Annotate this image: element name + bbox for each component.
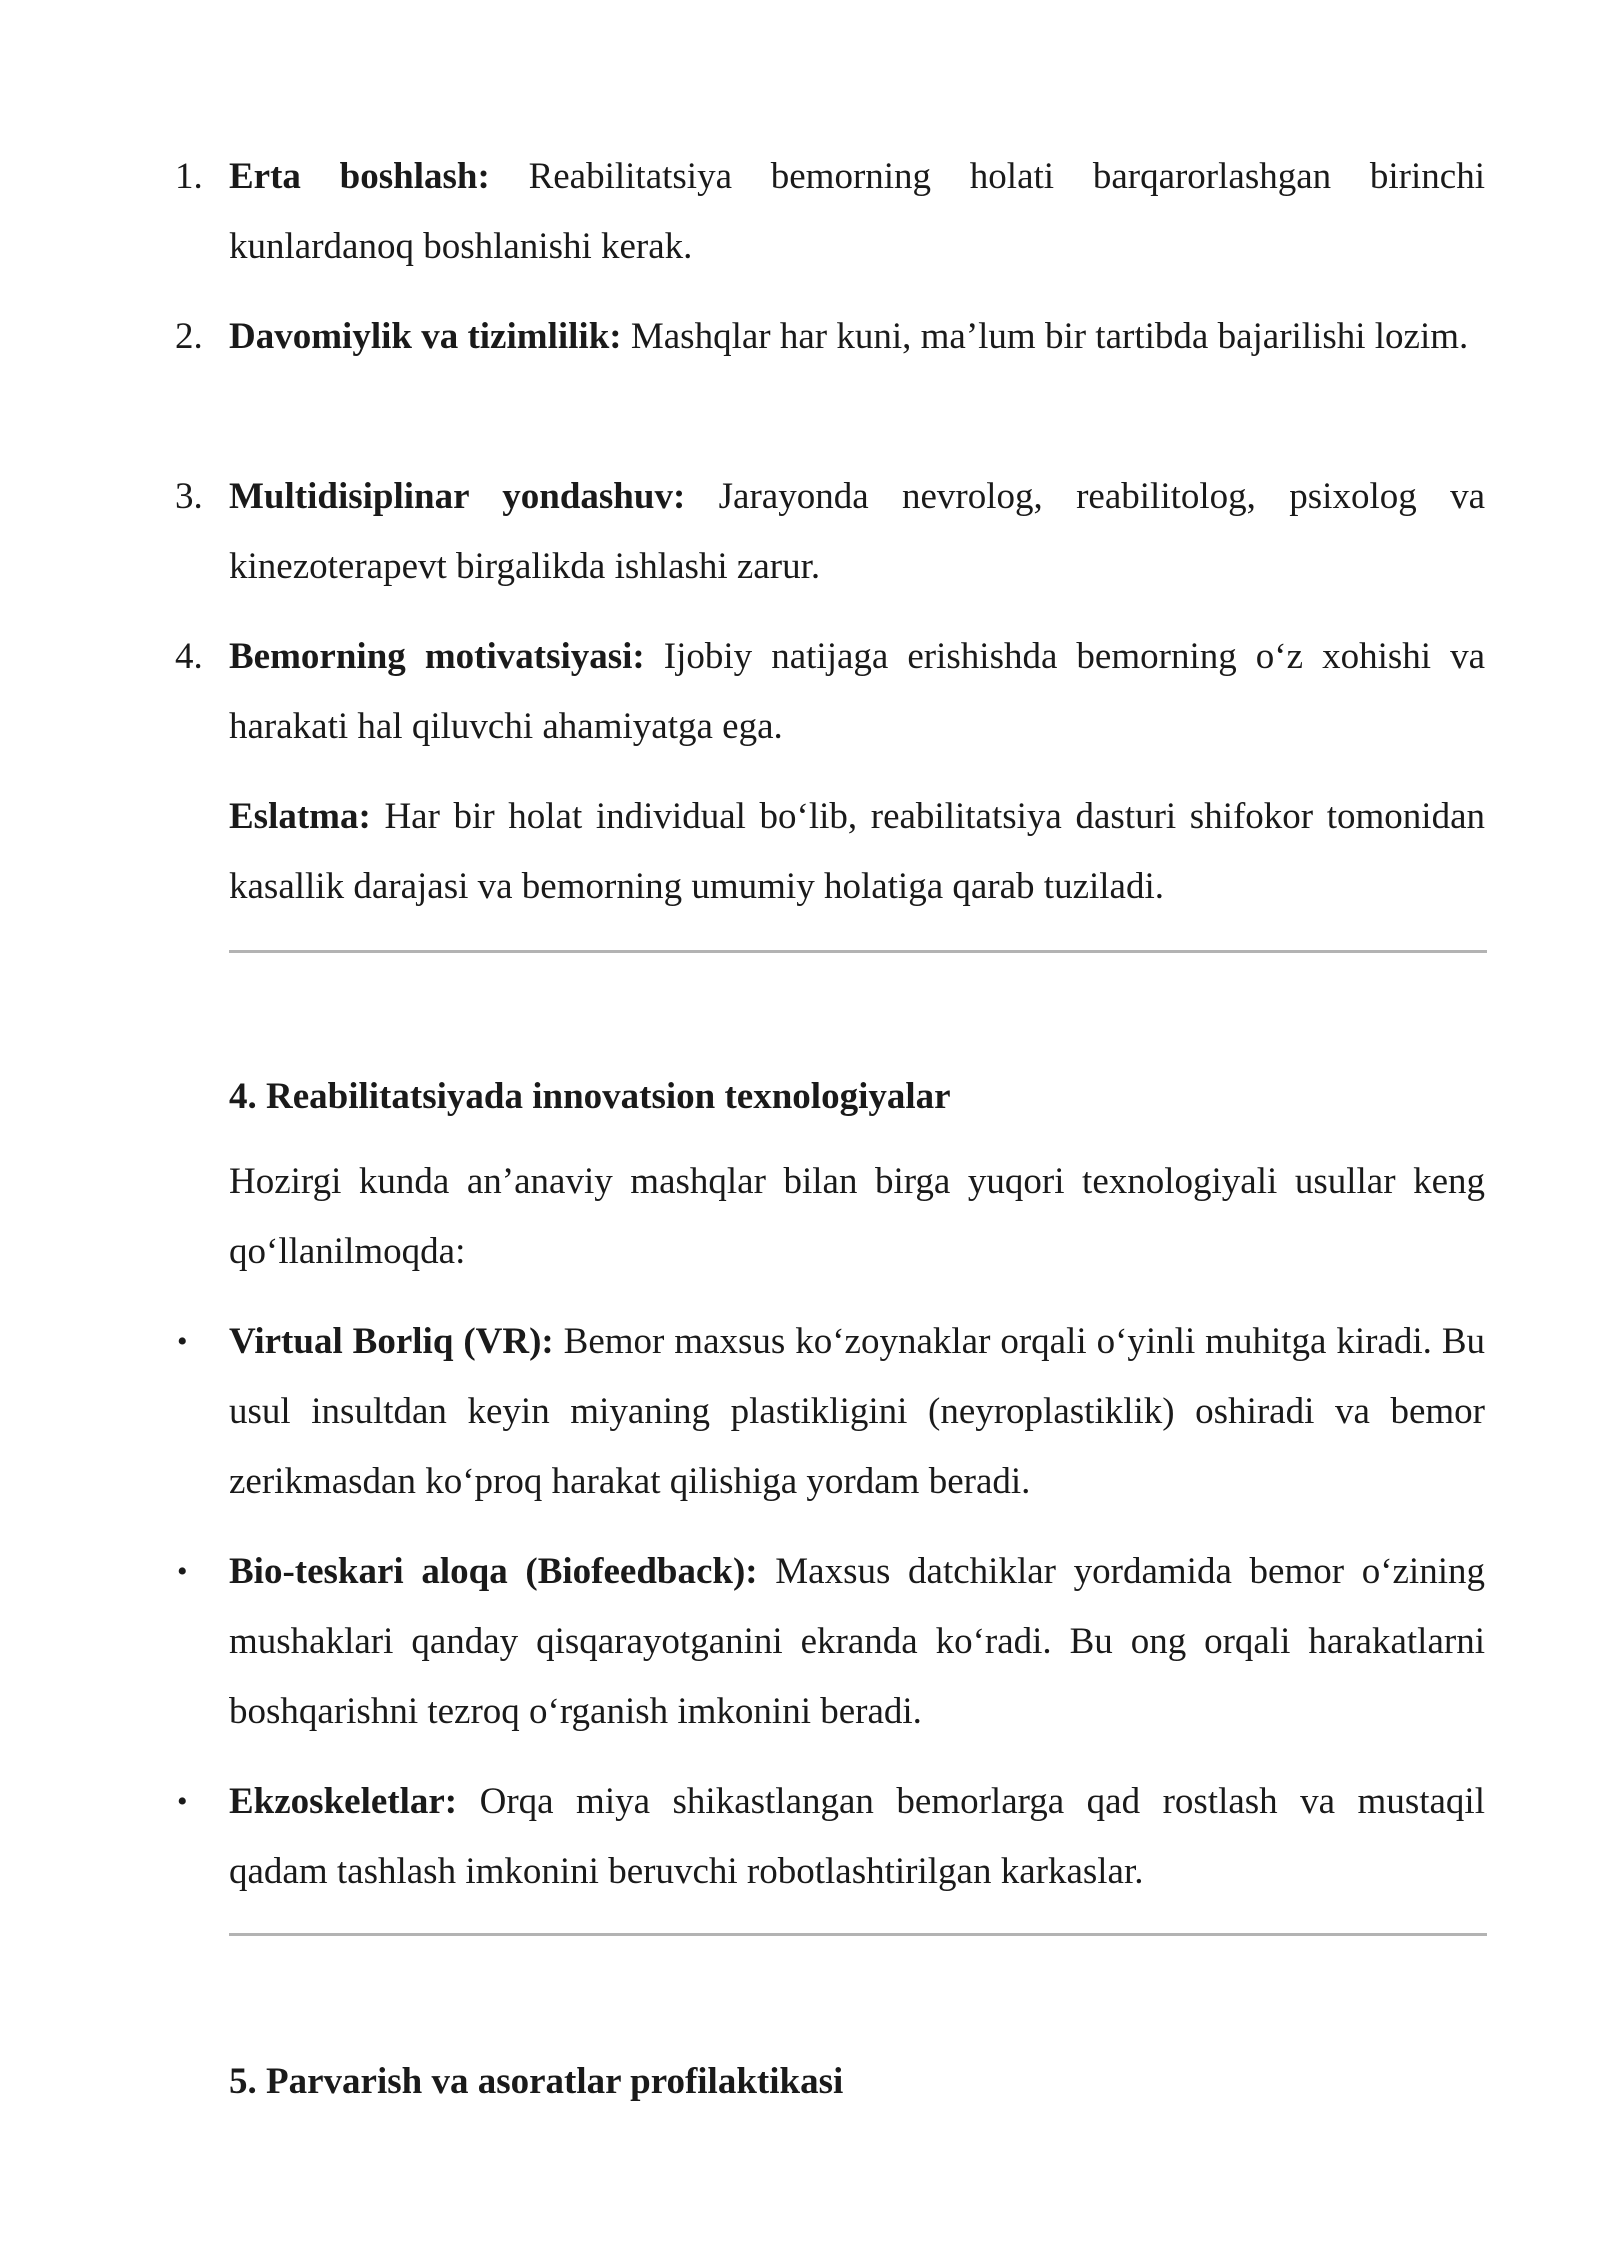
section-heading: 5. Parvarish va asoratlar profilaktikasi bbox=[229, 2061, 844, 2102]
list-text: Ijobiy natijaga erishishda bemorning o‘z xohishi va harakati hal qiluvchi ahamiyatga ega. bbox=[229, 636, 1485, 747]
list-term: Multidisiplinar yondashuv: bbox=[229, 476, 686, 517]
list-term: Davomiylik va tizimlilik: bbox=[229, 316, 622, 357]
list-item bbox=[175, 622, 1485, 762]
note-term: Eslatma: bbox=[229, 796, 371, 837]
horizontal-divider bbox=[229, 950, 1487, 953]
list-number: 2. bbox=[175, 316, 203, 357]
list-item bbox=[175, 302, 1485, 372]
list-number: 3. bbox=[175, 476, 203, 517]
intro-paragraph: Hozirgi kunda an’anaviy mashqlar bilan birga yuqori texnologiyali usullar keng qo‘llanilmoqda: bbox=[229, 1161, 1485, 1272]
bullet-item bbox=[177, 1767, 1485, 1907]
bullet-text: Maxsus datchiklar yordamida bemor o‘zining mushaklari qanday qisqarayotganini ekranda ko‘radi. Bu ong orqali harakatlarni boshqarishni tezroq o‘rganish imkonini beradi. bbox=[229, 1551, 1485, 1732]
bullet-marker: • bbox=[177, 1555, 188, 1588]
list-text: Jarayonda nevrolog, reabilitolog, psixolog va kinezoterapevt birgalikda ishlashi zarur. bbox=[229, 476, 1486, 587]
list-text: Reabilitatsiya bemorning holati barqarorlashgan birinchi kunlardanoq boshlanishi kerak. bbox=[229, 156, 1485, 267]
bullet-text: Bemor maxsus ko‘zoynaklar orqali o‘yinli muhitga kiradi. Bu usul insultdan keyin miyaning plastikligini (neyroplastiklik) oshiradi va bemor zerikmasdan ko‘proq harakat qilishiga yordam beradi. bbox=[229, 1321, 1486, 1502]
list-item bbox=[175, 462, 1486, 602]
bullet-text: Orqa miya shikastlangan bemorlarga qad rostlash va mustaqil qadam tashlash imkonini beruvchi robotlashtirilgan karkaslar. bbox=[229, 1781, 1485, 1892]
list-number: 4. bbox=[175, 636, 203, 677]
list-number: 1. bbox=[175, 156, 203, 197]
list-text: Mashqlar har kuni, ma’lum bir tartibda bajarilishi lozim. bbox=[630, 316, 1469, 357]
bullet-marker: • bbox=[177, 1785, 188, 1818]
bullet-term: Bio-teskari aloqa (Biofeedback): bbox=[229, 1551, 758, 1592]
list-term: Bemorning motivatsiyasi: bbox=[229, 636, 645, 677]
list-item bbox=[175, 142, 1485, 282]
note-paragraph bbox=[229, 782, 1485, 922]
horizontal-divider bbox=[229, 1933, 1487, 1936]
bullet-item bbox=[177, 1307, 1486, 1517]
bullet-term: Ekzoskeletlar: bbox=[229, 1781, 458, 1822]
note-text: Har bir holat individual bo‘lib, reabilitatsiya dasturi shifokor tomonidan kasallik darajasi va bemorning umumiy holatiga qarab tuziladi. bbox=[229, 796, 1486, 907]
bullet-item bbox=[177, 1537, 1485, 1747]
bullet-term: Virtual Borliq (VR): bbox=[229, 1321, 554, 1362]
section-heading: 4. Reabilitatsiyada innovatsion texnologiyalar bbox=[229, 1076, 951, 1117]
bullet-marker: • bbox=[177, 1325, 188, 1358]
list-term: Erta boshlash: bbox=[229, 156, 490, 197]
